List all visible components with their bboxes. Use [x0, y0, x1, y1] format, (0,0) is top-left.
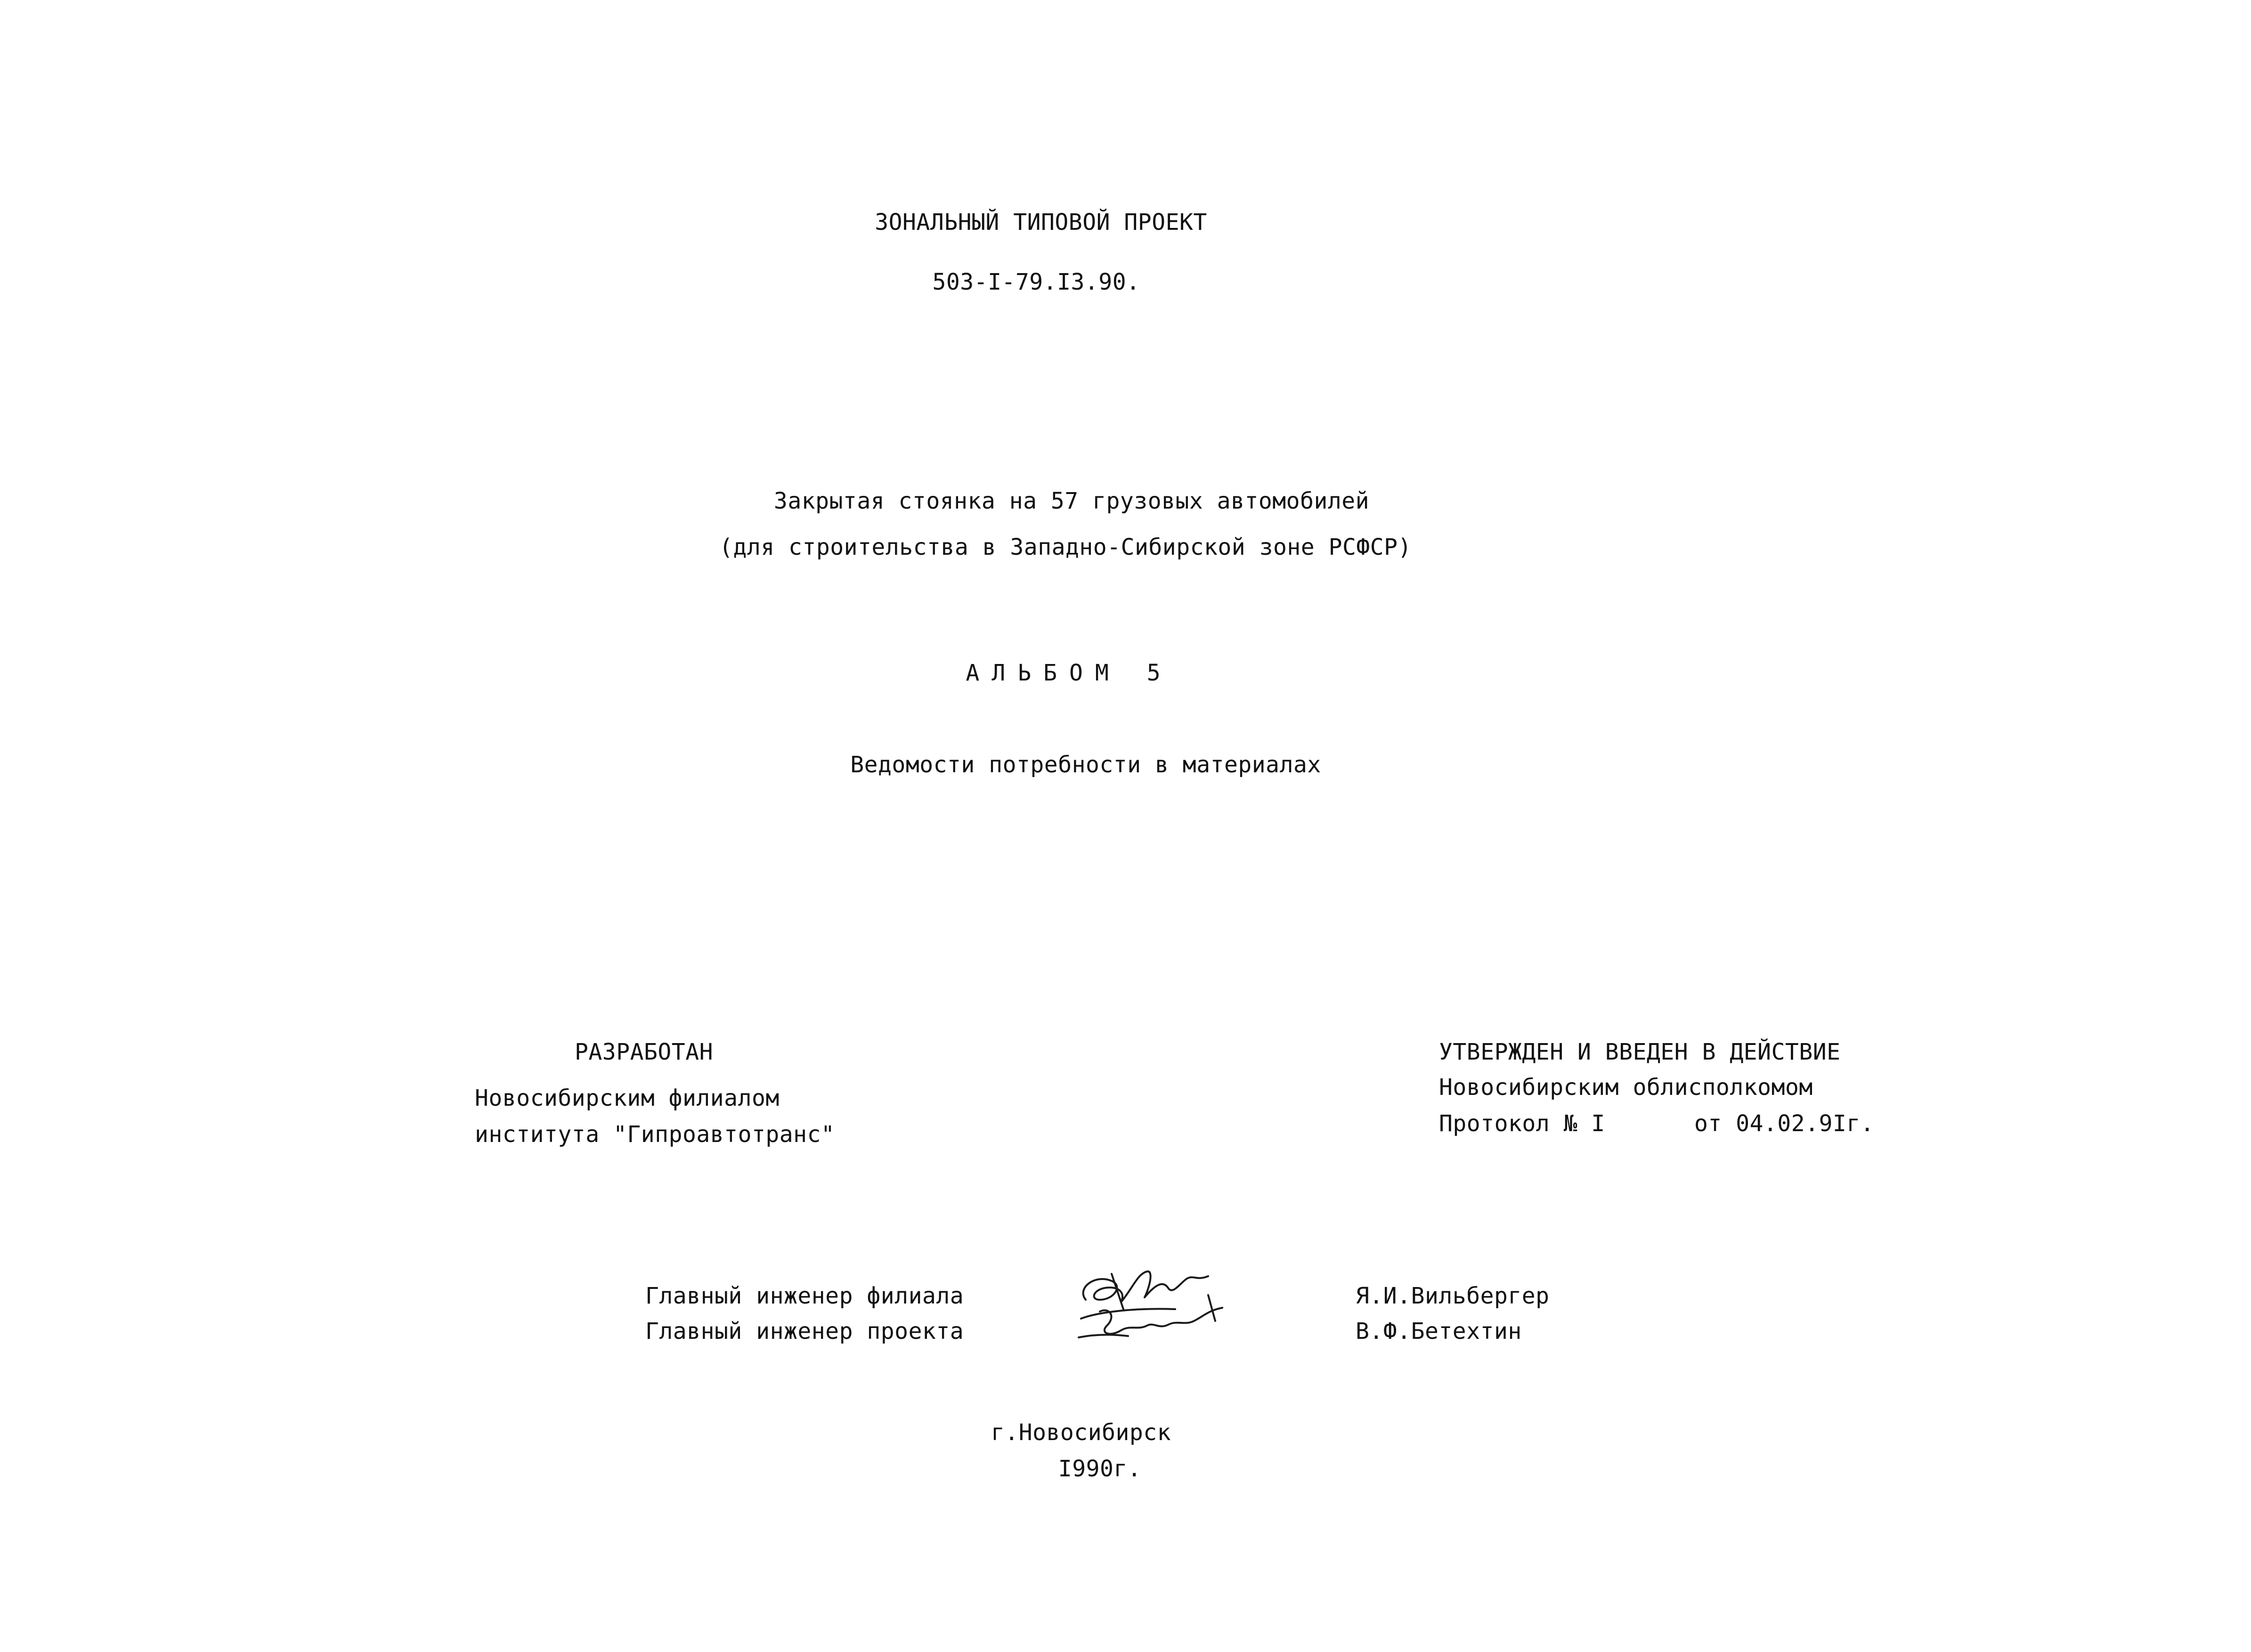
album-subtitle: Ведомости потребности в материалах — [850, 752, 1321, 778]
document-title-line1: Закрытая стоянка на 57 грузовых автомобилей — [773, 488, 1370, 514]
developed-line1: Новосибирским филиалом — [475, 1085, 780, 1111]
signatory-name-1: Я.И.Вильбергер — [1356, 1283, 1550, 1309]
approved-date: от 04.02.9Iг. — [1694, 1110, 1875, 1137]
project-type-heading: ЗОНАЛЬНЫЙ ТИПОВОЙ ПРОЕКТ — [875, 209, 1207, 235]
approved-heading: УТВЕРЖДЕН И ВВЕДЕН В ДЕЙСТВИЕ — [1439, 1039, 1841, 1065]
footer-year: I990г. — [1058, 1456, 1142, 1482]
album-label: АЛЬБОМ 5 — [966, 660, 1173, 686]
signature-stroke-1 — [1083, 1271, 1208, 1302]
signature-stroke-5 — [1208, 1295, 1215, 1321]
signature-stroke-6 — [1079, 1335, 1128, 1337]
approved-protocol: Протокол № I — [1439, 1110, 1605, 1137]
signatory-role-1: Главный инженер филиала — [645, 1283, 964, 1309]
signatory-name-2: В.Ф.Бетехтин — [1356, 1318, 1522, 1344]
document-title-line2: (для строительства в Западно-Сибирской зоне РСФСР) — [719, 534, 1412, 560]
project-code: 503-I-79.I3.90. — [932, 269, 1140, 295]
approved-line1: Новосибирским облисполкомом — [1439, 1074, 1813, 1101]
signature-stroke-3 — [1081, 1309, 1175, 1319]
handwritten-signatures — [1067, 1255, 1246, 1368]
footer-city: г.Новосибирск — [991, 1419, 1171, 1446]
signatory-role-2: Главный инженер проекта — [645, 1318, 964, 1344]
developed-line2: института "Гипроавтотранс" — [475, 1121, 835, 1148]
developed-heading: РАЗРАБОТАН — [575, 1039, 713, 1065]
